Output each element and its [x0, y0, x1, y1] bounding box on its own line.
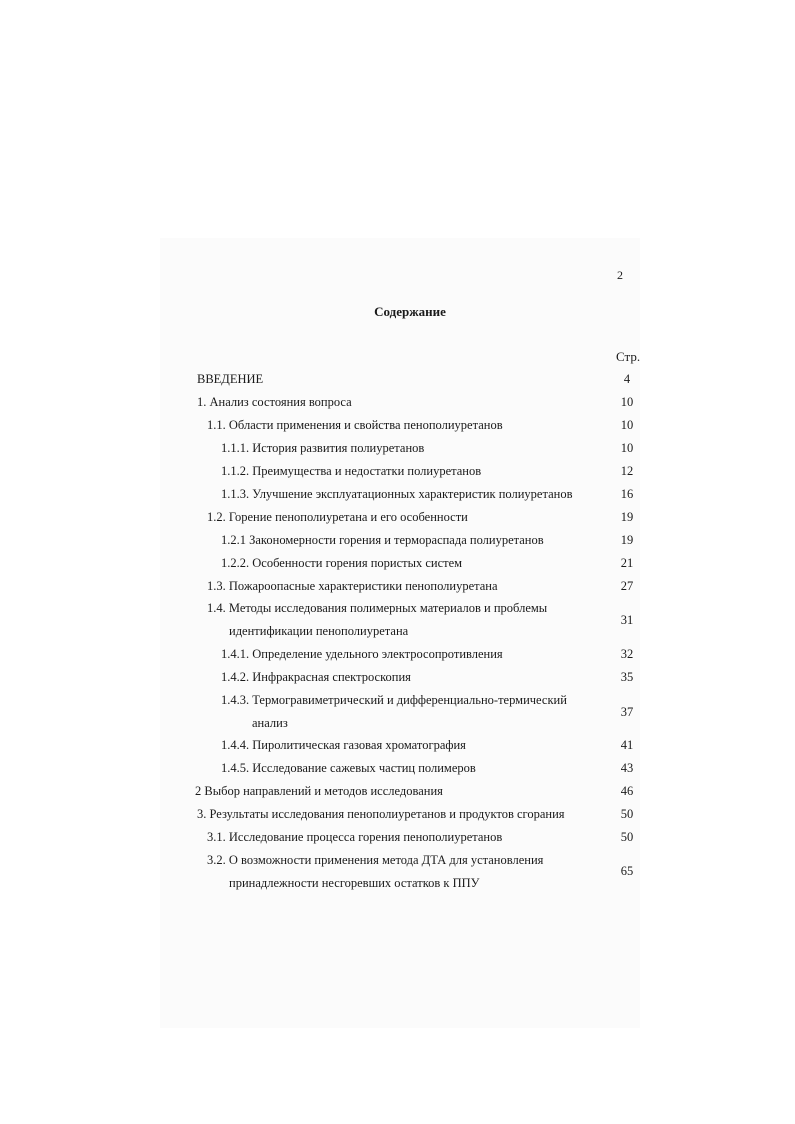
toc-page-number: 12: [620, 464, 634, 478]
toc-entry-1-4-3[interactable]: 1.4.3. Термогравиметрический и дифференциально-термический анализ: [221, 693, 567, 730]
page-number: 2: [617, 268, 623, 282]
toc-page-number: 21: [620, 556, 634, 570]
toc-page-number: 16: [620, 487, 634, 501]
toc-entry-1-2-2[interactable]: 1.2.2. Особенности горения пористых систем: [221, 556, 463, 570]
toc-entry-1-1-2[interactable]: 1.1.2. Преимущества и недостатки полиуретанов: [221, 464, 482, 478]
page-title: Содержание: [374, 304, 446, 319]
toc-entry-1-4[interactable]: 1.4. Методы исследования полимерных материалов и проблемы идентификации пенополиуретана: [207, 601, 548, 638]
toc-entry-chapter-1[interactable]: 1. Анализ состояния вопроса: [197, 395, 352, 409]
toc-page-number: 46: [620, 784, 634, 798]
toc-page-number: 19: [620, 533, 634, 547]
toc-entry-1-2-1[interactable]: 1.2.1 Закономерности горения и терморaспада полиуретанов: [221, 533, 544, 547]
toc-page-number: 43: [620, 761, 634, 775]
toc-page-number: 65: [620, 864, 634, 878]
toc-page-number: 50: [620, 830, 634, 844]
page-column-header: Стр.: [616, 349, 641, 364]
toc-entry-1-4-1[interactable]: 1.4.1. Определение удельного электросопротивления: [221, 647, 503, 661]
toc-entry-1-4-4[interactable]: 1.4.4. Пиролитическая газовая хроматография: [221, 738, 466, 752]
toc-page-number: 31: [620, 613, 634, 627]
toc-page-number: 4: [623, 372, 631, 386]
toc-entry-introduction[interactable]: ВВЕДЕНИЕ: [197, 372, 264, 386]
toc-entry-1-1-3[interactable]: 1.1.3. Улучшение эксплуатационных характеристик полиуретанов: [221, 487, 573, 501]
toc-page-number: 10: [620, 441, 634, 455]
toc-entry-3-1[interactable]: 3.1. Исследование процесса горения пенополиуретанов: [207, 830, 503, 844]
toc-page-number: 41: [620, 738, 634, 752]
toc-entry-chapter-2[interactable]: 2 Выбор направлений и методов исследования: [195, 784, 443, 798]
toc-page-number: 10: [620, 418, 634, 432]
toc-entry-1-3[interactable]: 1.3. Пожароопасные характеристики пенополиуретана: [207, 579, 498, 593]
toc-entry-1-1-1[interactable]: 1.1.1. История развития полиуретанов: [221, 441, 425, 455]
toc-entry-3-2[interactable]: 3.2. О возможности применения метода ДТА для установления принадлежности несгоревших остатков к ППУ: [207, 853, 544, 890]
toc-page-number: 37: [620, 705, 634, 719]
toc-entry-1-1[interactable]: 1.1. Области применения и свойства пенополиуретанов: [207, 418, 503, 432]
toc-entry-1-2[interactable]: 1.2. Горение пенополиуретана и его особенности: [207, 510, 468, 524]
toc-page-number: 27: [620, 579, 634, 593]
toc-page-number: 35: [620, 670, 634, 684]
toc-page-number: 19: [620, 510, 634, 524]
toc-page-number: 32: [620, 647, 634, 661]
toc-entry-chapter-3[interactable]: 3. Результаты исследования пенополиуретанов и продуктов сгорания: [197, 807, 565, 821]
toc-page-number: 10: [620, 395, 634, 409]
toc-entry-1-4-5[interactable]: 1.4.5. Исследование сажевых частиц полимеров: [221, 761, 476, 775]
toc-entry-1-4-2[interactable]: 1.4.2. Инфракрасная спектроскопия: [221, 670, 411, 684]
toc-page-number: 50: [620, 807, 634, 821]
